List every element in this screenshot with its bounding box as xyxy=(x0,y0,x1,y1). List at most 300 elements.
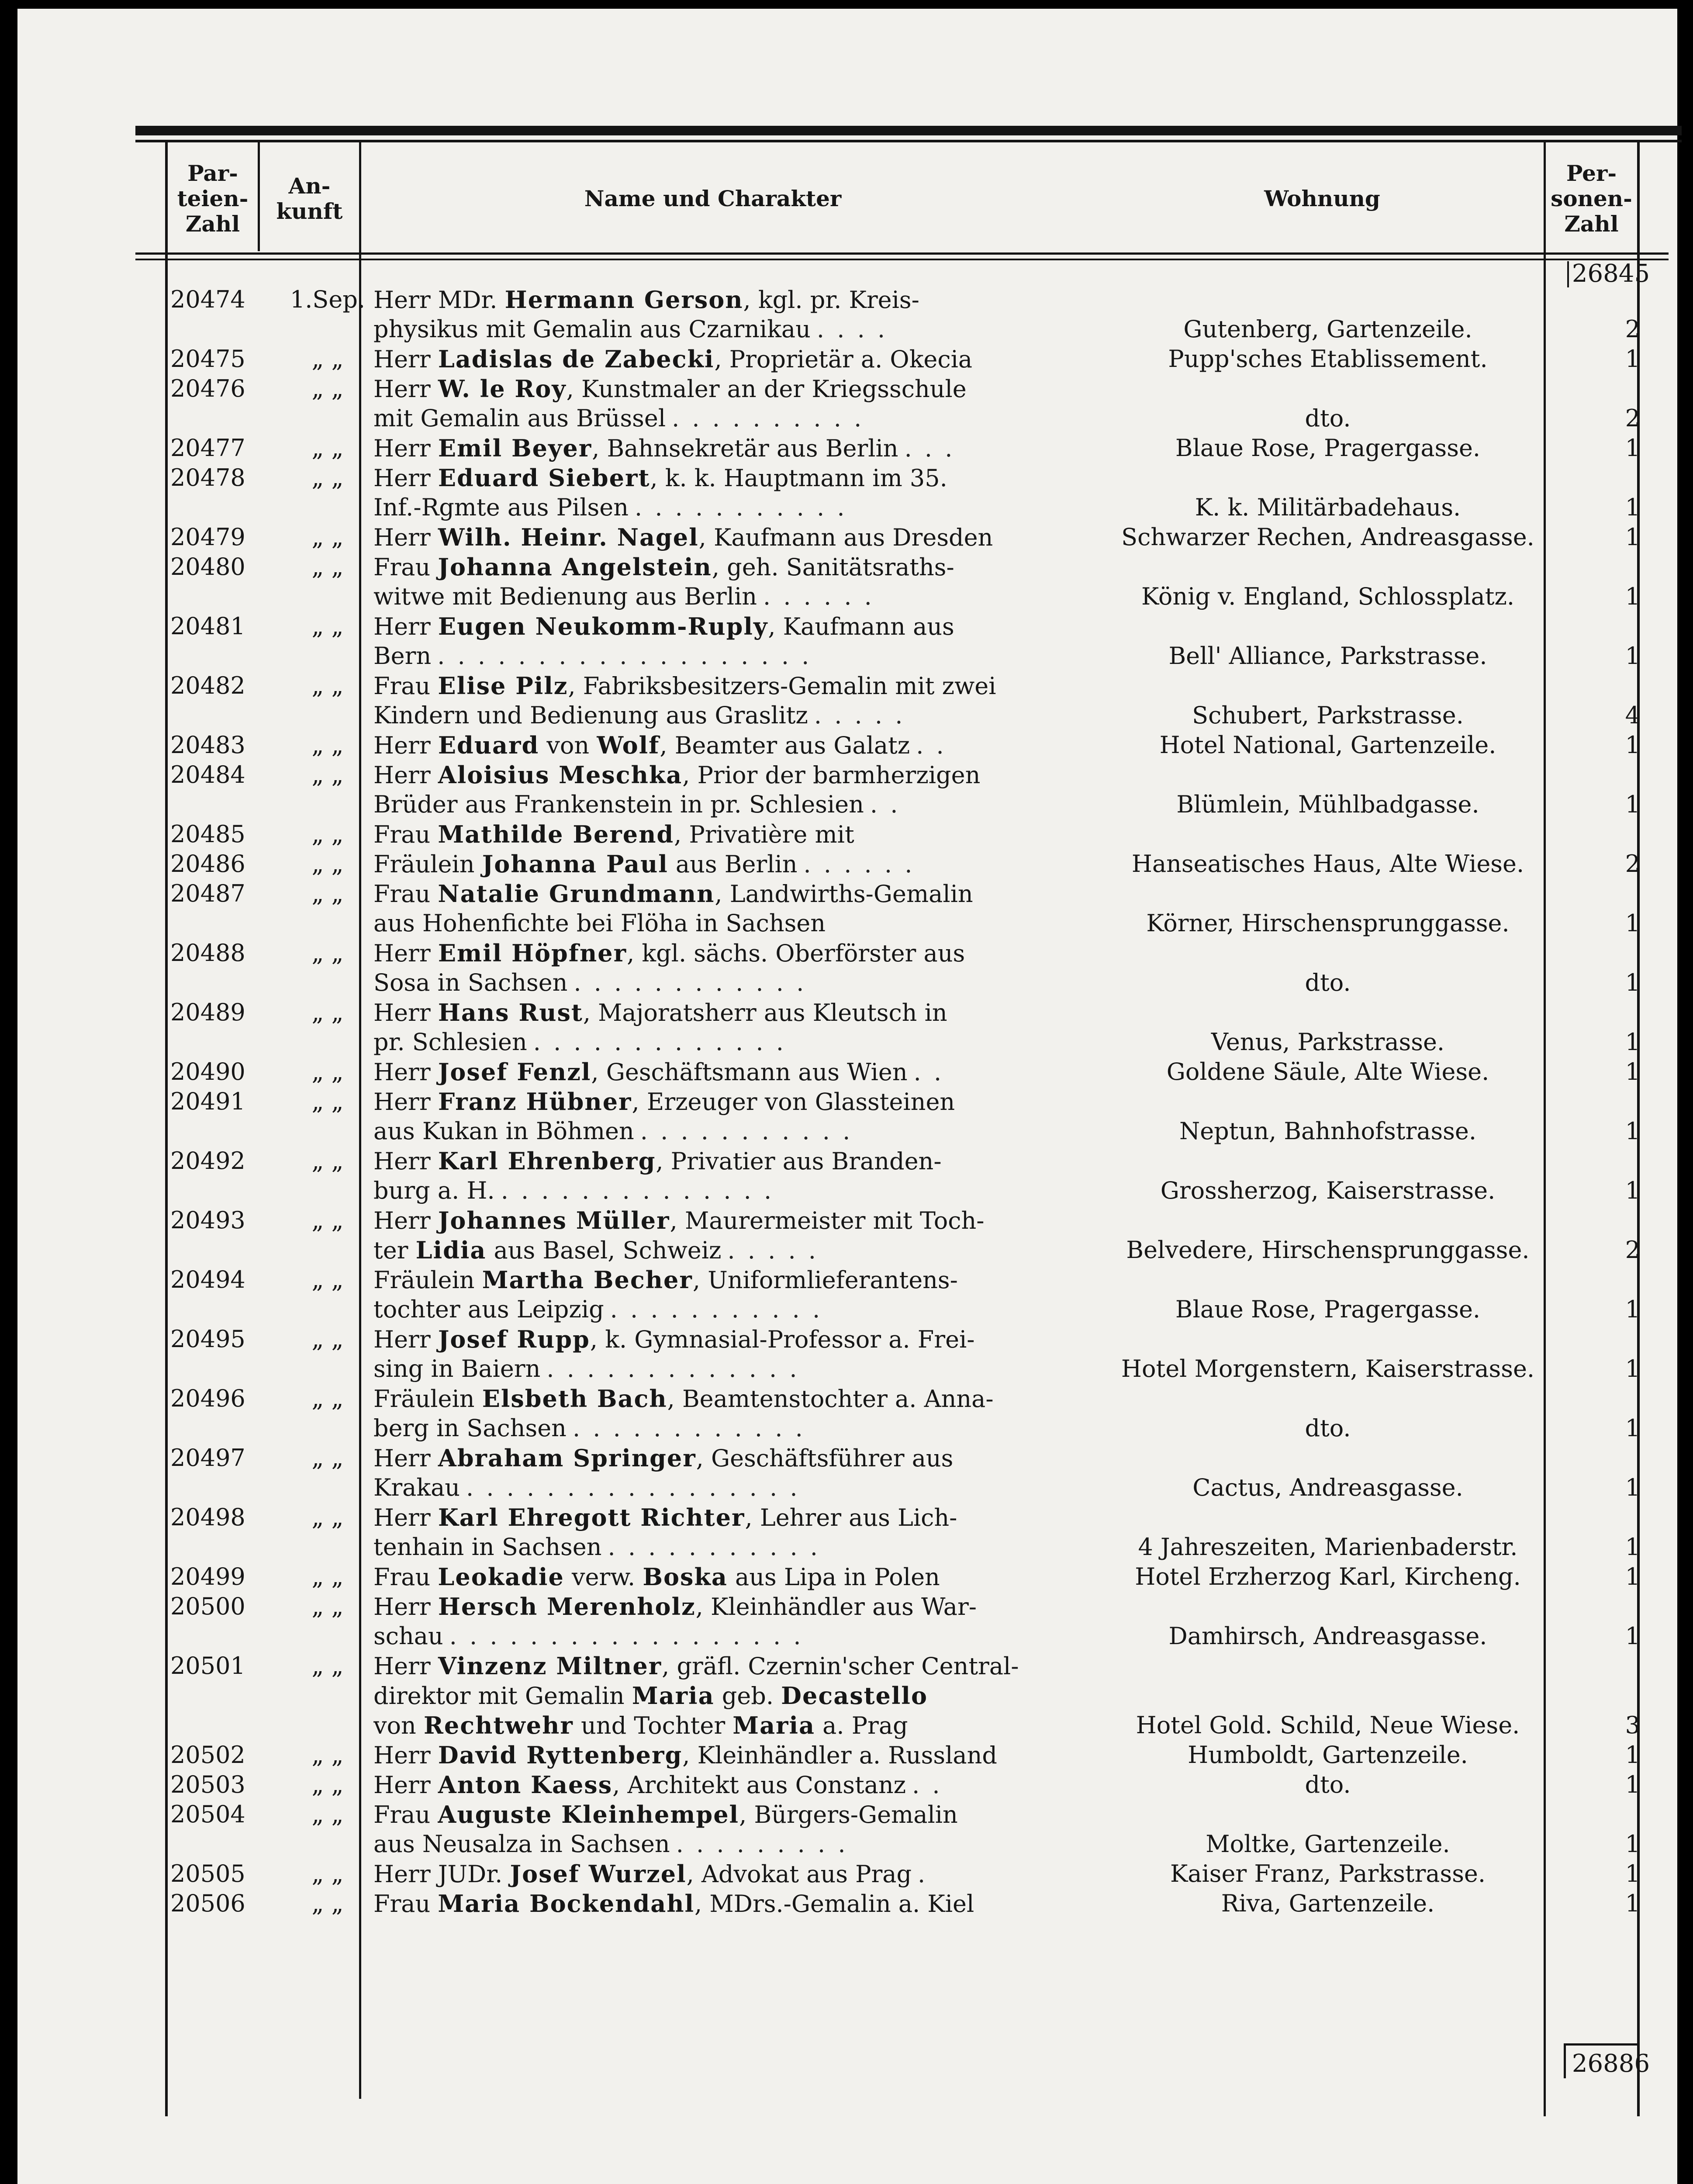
name-text: Herr MDr. xyxy=(373,286,505,314)
name-text: , Fabriksbesitzers-Gemalin mit zwei xyxy=(568,672,996,700)
name-text: Fräulein xyxy=(373,1266,482,1294)
entry-arrival: „ „ xyxy=(311,939,344,967)
entry-arrival: „ „ xyxy=(311,612,344,640)
name-text: , Uniformlieferantens- xyxy=(692,1266,958,1294)
entry-person-count: 1 xyxy=(1625,434,1640,462)
name-text: , Prior der barmherzigen xyxy=(682,761,981,789)
guest-name: Eduard Siebert xyxy=(438,464,650,492)
entry-number: 20479 xyxy=(170,523,245,551)
name-text: Herr xyxy=(373,999,438,1026)
entry-person-count: 3 xyxy=(1625,1711,1640,1739)
entry-name-line xyxy=(373,760,1099,790)
entry-residence: Hotel Morgenstern, Kaiserstrasse. xyxy=(1121,1355,1535,1382)
entry-name-line xyxy=(373,1681,1099,1711)
guest-name: Auguste Kleinhempel xyxy=(438,1800,739,1828)
entry-person-count: 1 xyxy=(1625,1028,1640,1056)
entry-arrival: „ „ xyxy=(311,553,344,581)
guest-name: Mathilde Berend xyxy=(438,820,674,848)
name-text: Herr xyxy=(373,1326,438,1353)
entry-name-line xyxy=(373,1146,1099,1176)
entry-name-line xyxy=(373,1829,1099,1859)
name-text: Herr xyxy=(373,1147,438,1175)
name-text: Brüder aus Frankenstein in pr. Schlesien xyxy=(373,791,864,818)
entry-name-line xyxy=(373,641,1099,671)
name-text: Herr xyxy=(373,1771,438,1799)
name-text: aus Lipa in Polen xyxy=(727,1563,940,1591)
name-text: Herr xyxy=(373,1207,438,1234)
entry-residence: Goldene Säule, Alte Wiese. xyxy=(1166,1058,1489,1085)
leader-dots: . . . . . . . . . . . . xyxy=(572,1414,805,1442)
entry-person-count: 1 xyxy=(1625,494,1640,521)
name-text: , Beamtenstochter a. Anna- xyxy=(667,1385,994,1413)
entry-residence: Hanseatisches Haus, Alte Wiese. xyxy=(1131,850,1524,878)
name-text: geb. xyxy=(714,1682,781,1710)
entry-person-count: 1 xyxy=(1625,1117,1640,1145)
entry-arrival: „ „ xyxy=(311,345,344,373)
entry-number: 20499 xyxy=(170,1563,245,1590)
entry-arrival: „ „ xyxy=(311,999,344,1026)
leader-dots: . . . . . . . . . xyxy=(676,1830,848,1858)
header-personen-line-1: Per- xyxy=(1566,160,1617,186)
entry-name-line xyxy=(373,1057,1099,1087)
name-text: Herr xyxy=(373,1742,438,1769)
name-text: Bern xyxy=(373,642,432,670)
entry-arrival: „ „ xyxy=(311,1206,344,1234)
entry-number: 20506 xyxy=(170,1890,245,1917)
entry-residence: dto. xyxy=(1305,1414,1351,1442)
entry-number: 20481 xyxy=(170,612,245,640)
guest-name: Maria xyxy=(732,1711,815,1739)
header-wohnung-label: Wohnung xyxy=(1264,186,1380,211)
name-text: von xyxy=(373,1712,424,1739)
entry-residence: Riva, Gartenzeile. xyxy=(1221,1890,1435,1917)
name-text: Herr xyxy=(373,375,438,403)
entry-name-line xyxy=(373,1621,1099,1651)
entry-number: 20474 xyxy=(170,286,245,313)
name-text: physikus mit Gemalin aus Czarnikau xyxy=(373,315,811,343)
name-text: , Geschäftsmann aus Wien xyxy=(591,1058,908,1086)
entry-residence: Venus, Parkstrasse. xyxy=(1211,1028,1445,1056)
entry-person-count: 1 xyxy=(1625,1296,1640,1323)
entry-name-line xyxy=(373,1532,1099,1562)
entry-person-count: 1 xyxy=(1625,1563,1640,1590)
entry-residence: Schubert, Parkstrasse. xyxy=(1192,702,1464,729)
name-text: aus Basel, Schweiz xyxy=(486,1237,722,1264)
name-text: , Geschäftsführer aus xyxy=(696,1444,954,1472)
name-text: pr. Schlesien xyxy=(373,1028,527,1056)
entry-arrival: „ „ xyxy=(311,761,344,788)
name-text: tenhain in Sachsen xyxy=(373,1533,602,1561)
entries-list xyxy=(17,9,1677,2184)
entry-number: 20488 xyxy=(170,939,245,967)
leader-dots: . . . . . . . . . . . xyxy=(635,494,847,521)
entry-arrival: „ „ xyxy=(311,1800,344,1828)
guest-name: Ladislas de Zabecki xyxy=(438,345,715,373)
entry-arrival: „ „ xyxy=(311,1563,344,1590)
name-text: , gräfl. Czernin'scher Central- xyxy=(662,1652,1019,1680)
name-text: , Privatière mit xyxy=(674,821,854,848)
final-total-rule xyxy=(1564,2043,1637,2046)
name-text: , Kunstmaler an der Kriegsschule xyxy=(566,375,967,403)
name-text: mit Gemalin aus Brüssel xyxy=(373,404,666,432)
guest-name: Natalie Grundmann xyxy=(438,880,715,908)
final-total: 26886 xyxy=(1572,2049,1650,2078)
name-text: aus Neusalza in Sachsen xyxy=(373,1830,670,1858)
entry-residence: K. k. Militärbadehaus. xyxy=(1195,494,1461,521)
name-text: Herr JUDr. xyxy=(373,1860,510,1888)
entry-arrival: „ „ xyxy=(311,820,344,848)
header-personen-line-3: Zahl xyxy=(1564,211,1619,237)
leader-dots: . . xyxy=(870,791,901,818)
entry-name-line xyxy=(373,1354,1099,1384)
entry-number: 20480 xyxy=(170,553,245,581)
name-text: , Advokat aus Prag xyxy=(686,1860,912,1888)
name-text: a. Prag xyxy=(815,1712,908,1739)
name-text: aus Hohenfichte bei Flöha in Sachsen xyxy=(373,909,826,937)
entry-person-count: 1 xyxy=(1625,583,1640,610)
guest-name: Hersch Merenholz xyxy=(438,1593,696,1621)
name-text: , Majoratsherr aus Kleutsch in xyxy=(583,999,947,1026)
name-text: Inf.-Rgmte aus Pilsen xyxy=(373,494,629,521)
entry-name-line xyxy=(373,1116,1099,1146)
entry-name-line xyxy=(373,374,1099,404)
entry-number: 20495 xyxy=(170,1325,245,1353)
entry-person-count: 1 xyxy=(1625,731,1640,759)
guest-name: Franz Hübner xyxy=(438,1088,632,1116)
entry-person-count: 1 xyxy=(1625,345,1640,373)
guest-name: Johanna Angelstein xyxy=(438,553,712,581)
entry-arrival: 1.Sep. xyxy=(290,286,366,313)
entry-name-line xyxy=(373,1027,1099,1057)
guest-name: Maria Bockendahl xyxy=(438,1890,695,1918)
guest-name: Hans Rust xyxy=(438,999,583,1026)
entry-arrival: „ „ xyxy=(311,1385,344,1412)
entry-name-line xyxy=(373,819,1099,849)
name-text: Herr xyxy=(373,613,438,640)
name-text: schau xyxy=(373,1622,443,1650)
name-text: Herr xyxy=(373,761,438,789)
name-text: Herr xyxy=(373,524,438,551)
name-text: , Bahnsekretär aus Berlin xyxy=(592,435,898,462)
entry-number: 20500 xyxy=(170,1593,245,1620)
leader-dots: . . . . . . . . . . xyxy=(672,404,864,432)
name-text: Herr xyxy=(373,1444,438,1472)
entry-person-count: 2 xyxy=(1625,404,1640,432)
entry-name-line xyxy=(373,909,1099,938)
entry-name-line xyxy=(373,404,1099,433)
guest-name: Josef Rupp xyxy=(438,1325,590,1353)
entry-person-count: 1 xyxy=(1625,1890,1640,1917)
name-text: , MDrs.-Gemalin a. Kiel xyxy=(694,1890,974,1918)
name-text: Fräulein xyxy=(373,850,482,878)
entry-name-line xyxy=(373,285,1099,314)
entry-arrival: „ „ xyxy=(311,1741,344,1769)
name-text: Frau xyxy=(373,672,438,700)
entry-arrival: „ „ xyxy=(311,1771,344,1798)
guest-name: Johannes Müller xyxy=(438,1206,670,1234)
entry-name-line xyxy=(373,730,1099,760)
entry-name-line xyxy=(373,1384,1099,1413)
leader-dots: . . . xyxy=(904,435,955,462)
name-text: , Kaufmann aus xyxy=(768,613,954,640)
entry-number: 20485 xyxy=(170,820,245,848)
entry-number: 20497 xyxy=(170,1444,245,1472)
leader-dots: . . . . . . . . . . . xyxy=(640,1117,853,1145)
guest-name: Elise Pilz xyxy=(438,672,568,700)
name-text: , Proprietär a. Okecia xyxy=(714,346,973,373)
entry-residence: Neptun, Bahnhofstrasse. xyxy=(1179,1117,1477,1145)
entry-residence: Blaue Rose, Pragergasse. xyxy=(1175,434,1481,462)
entry-person-count: 1 xyxy=(1625,523,1640,551)
guest-name: Abraham Springer xyxy=(438,1444,696,1472)
name-text: witwe mit Bedienung aus Berlin xyxy=(373,583,757,610)
leader-dots: . . . . . . . . . . . xyxy=(608,1533,820,1561)
entry-name-line xyxy=(373,1711,1099,1740)
entry-arrival: „ „ xyxy=(311,434,344,462)
entry-person-count: 1 xyxy=(1625,1474,1640,1501)
name-text: berg in Sachsen xyxy=(373,1414,567,1442)
guest-name: Johanna Paul xyxy=(482,850,668,878)
entry-number: 20504 xyxy=(170,1800,245,1828)
guest-name: Josef Wurzel xyxy=(510,1860,687,1888)
name-text: Herr xyxy=(373,435,438,462)
entry-number: 20477 xyxy=(170,434,245,462)
entry-residence: Cactus, Andreasgasse. xyxy=(1192,1474,1463,1501)
name-text: Herr xyxy=(373,346,438,373)
guest-name: Anton Kaess xyxy=(438,1771,613,1799)
entry-name-line xyxy=(373,1889,1099,1918)
leader-dots: . . . . . . . . . . . . . . xyxy=(501,1177,774,1204)
guest-name: Hermann Gerson xyxy=(504,286,743,314)
entry-person-count: 1 xyxy=(1625,1622,1640,1650)
entry-person-count: 1 xyxy=(1625,1830,1640,1858)
entry-person-count: 1 xyxy=(1625,1860,1640,1887)
entry-arrival: „ „ xyxy=(311,731,344,759)
leader-dots: . . . . . xyxy=(814,702,905,729)
entry-residence: Bell' Alliance, Parkstrasse. xyxy=(1168,642,1487,670)
guest-name: Wilh. Heinr. Nagel xyxy=(438,523,699,551)
name-text: tochter aus Leipzig xyxy=(373,1296,604,1323)
entry-number: 20505 xyxy=(170,1860,245,1887)
entry-number: 20494 xyxy=(170,1266,245,1293)
name-text: , Maurermeister mit Toch- xyxy=(670,1207,985,1234)
entry-number: 20476 xyxy=(170,375,245,402)
guest-name: Emil Höpfner xyxy=(438,939,627,967)
entry-person-count: 1 xyxy=(1625,1771,1640,1798)
name-text: Herr xyxy=(373,464,438,492)
name-text: Herr xyxy=(373,1593,438,1621)
guest-name: W. le Roy xyxy=(438,375,567,403)
guest-name: Karl Ehregott Richter xyxy=(438,1503,745,1531)
guest-name: Josef Fenzl xyxy=(438,1058,591,1086)
name-text: Herr xyxy=(373,1058,438,1086)
carry-total: 26845 xyxy=(1572,259,1650,288)
guest-name: Boska xyxy=(643,1563,728,1591)
entry-arrival: „ „ xyxy=(311,850,344,878)
entry-number: 20492 xyxy=(170,1147,245,1175)
entry-residence: König v. England, Schlossplatz. xyxy=(1141,583,1515,610)
name-text: , k. Gymnasial-Professor a. Frei- xyxy=(590,1326,975,1353)
guest-name: Emil Beyer xyxy=(438,434,592,462)
entry-arrival: „ „ xyxy=(311,1593,344,1620)
header-parteien-line-3: Zahl xyxy=(185,211,240,237)
guest-name: Karl Ehrenberg xyxy=(438,1147,656,1175)
name-text: , geh. Sanitätsraths- xyxy=(712,553,954,581)
entry-name-line xyxy=(373,1206,1099,1235)
entry-person-count: 2 xyxy=(1625,850,1640,878)
entry-name-line xyxy=(373,938,1099,968)
name-text: , Lehrer aus Lich- xyxy=(745,1504,957,1531)
entry-name-line xyxy=(373,1176,1099,1206)
entry-name-line xyxy=(373,1087,1099,1116)
entry-number: 20498 xyxy=(170,1503,245,1531)
entry-name-line xyxy=(373,522,1099,552)
guest-name: Lidia xyxy=(415,1236,487,1264)
entry-number: 20493 xyxy=(170,1206,245,1234)
name-text: Frau xyxy=(373,821,438,848)
name-text: Frau xyxy=(373,880,438,908)
entry-arrival: „ „ xyxy=(311,1444,344,1472)
guest-name: Eduard xyxy=(438,731,539,759)
name-text: , Beamter aus Galatz xyxy=(660,732,910,759)
entry-name-line xyxy=(373,701,1099,730)
entry-number: 20478 xyxy=(170,464,245,491)
entry-name-line xyxy=(373,968,1099,998)
entry-person-count: 1 xyxy=(1625,1741,1640,1769)
name-text: ter xyxy=(373,1237,416,1264)
entry-name-line xyxy=(373,1859,1099,1889)
name-text: Herr xyxy=(373,732,438,759)
name-text: , Erzeuger von Glassteinen xyxy=(632,1088,955,1116)
entry-residence: Damhirsch, Andreasgasse. xyxy=(1168,1622,1487,1650)
name-text: direktor mit Gemalin xyxy=(373,1682,632,1710)
entry-residence: Grossherzog, Kaiserstrasse. xyxy=(1160,1177,1496,1204)
leader-dots: . . . . . . . . . . . . . . . . . . xyxy=(449,1622,804,1650)
name-text: Kindern und Bedienung aus Graslitz xyxy=(373,702,808,729)
name-text: aus Kukan in Böhmen xyxy=(373,1117,634,1145)
name-text: , kgl. pr. Kreis- xyxy=(743,286,919,314)
leader-dots: . . xyxy=(916,732,947,759)
leader-dots: . . xyxy=(912,1771,943,1799)
name-text: burg a. H. xyxy=(373,1177,495,1204)
name-text: , Architekt aus Constanz xyxy=(612,1771,906,1799)
final-total-box-left xyxy=(1564,2043,1566,2078)
entry-number: 20482 xyxy=(170,672,245,699)
name-text: Frau xyxy=(373,1801,438,1828)
guest-name: Martha Becher xyxy=(482,1266,693,1294)
entry-arrival: „ „ xyxy=(311,1860,344,1887)
entry-person-count: 2 xyxy=(1625,1236,1640,1264)
guest-name: Aloisius Meschka xyxy=(438,761,683,789)
entry-name-line xyxy=(373,1413,1099,1443)
entry-residence: Humboldt, Gartenzeile. xyxy=(1188,1741,1468,1769)
entry-arrival: „ „ xyxy=(311,1890,344,1917)
leader-dots: . . . . . . xyxy=(763,583,874,610)
name-text: Frau xyxy=(373,1563,438,1591)
entry-name-line xyxy=(373,671,1099,701)
header-name-label: Name und Charakter xyxy=(584,186,842,211)
entry-name-line xyxy=(373,1295,1099,1324)
entry-arrival: „ „ xyxy=(311,672,344,699)
entry-arrival: „ „ xyxy=(311,464,344,491)
name-text: sing in Baiern xyxy=(373,1355,541,1382)
leader-dots: . . . . . . xyxy=(803,850,915,878)
entry-name-line xyxy=(373,493,1099,522)
entry-residence: dto. xyxy=(1305,404,1351,432)
entry-person-count: 1 xyxy=(1625,1058,1640,1085)
name-text: Fräulein xyxy=(373,1385,482,1413)
entry-arrival: „ „ xyxy=(311,1147,344,1175)
entry-arrival: „ „ xyxy=(311,880,344,907)
entry-residence: dto. xyxy=(1305,969,1351,996)
entry-person-count: 1 xyxy=(1625,791,1640,818)
entry-number: 20487 xyxy=(170,880,245,907)
entry-number: 20490 xyxy=(170,1058,245,1085)
entry-number: 20483 xyxy=(170,731,245,759)
header-parteien-line-2: teien- xyxy=(177,186,249,211)
entry-number: 20491 xyxy=(170,1088,245,1115)
guest-name: Maria xyxy=(632,1682,715,1710)
entry-residence: Hotel Erzherzog Karl, Kircheng. xyxy=(1135,1563,1521,1590)
entry-name-line xyxy=(373,1651,1099,1681)
leader-dots: . . . . . . . . . . . . . xyxy=(546,1355,800,1382)
name-text: Frau xyxy=(373,1890,438,1918)
guest-name: Eugen Neukomm-Ruply xyxy=(438,612,768,640)
header-parteien-line-1: Par- xyxy=(187,160,238,186)
entry-number: 20489 xyxy=(170,999,245,1026)
entry-name-line xyxy=(373,314,1099,344)
name-text: Sosa in Sachsen xyxy=(373,969,568,996)
entry-residence: Schwarzer Rechen, Andreasgasse. xyxy=(1121,523,1534,551)
entry-residence: Blaue Rose, Pragergasse. xyxy=(1175,1296,1481,1323)
entry-person-count: 1 xyxy=(1625,1414,1640,1442)
entry-number: 20486 xyxy=(170,850,245,878)
entry-name-line xyxy=(373,1443,1099,1473)
entry-name-line xyxy=(373,344,1099,374)
entry-residence: Moltke, Gartenzeile. xyxy=(1206,1830,1450,1858)
ledger-page xyxy=(17,9,1677,2184)
name-text: verw. xyxy=(564,1563,643,1591)
entry-arrival: „ „ xyxy=(311,1058,344,1085)
leader-dots: . . . . . . . . . . . . . xyxy=(533,1028,786,1056)
entry-person-count: 1 xyxy=(1625,1355,1640,1382)
entry-residence: dto. xyxy=(1305,1771,1351,1798)
header-ankunft-line-2: kunft xyxy=(276,198,343,224)
name-text: und Tochter xyxy=(573,1712,733,1739)
entry-residence: 4 Jahreszeiten, Marienbaderstr. xyxy=(1138,1533,1518,1561)
entry-person-count: 2 xyxy=(1625,315,1640,343)
entry-arrival: „ „ xyxy=(311,1325,344,1353)
entry-residence: Hotel Gold. Schild, Neue Wiese. xyxy=(1136,1711,1520,1739)
entry-person-count: 1 xyxy=(1625,1533,1640,1561)
entry-name-line xyxy=(373,1265,1099,1295)
entry-number: 20501 xyxy=(170,1652,245,1679)
name-text: , k. k. Hauptmann im 35. xyxy=(650,464,947,492)
entry-person-count: 4 xyxy=(1625,702,1640,729)
entry-name-line xyxy=(373,1503,1099,1532)
entry-name-line xyxy=(373,1324,1099,1354)
name-text: , Kleinhändler a. Russland xyxy=(682,1742,997,1769)
entry-name-line xyxy=(373,463,1099,493)
entry-name-line xyxy=(373,612,1099,641)
entry-name-line xyxy=(373,1473,1099,1503)
entry-number: 20475 xyxy=(170,345,245,373)
entry-arrival: „ „ xyxy=(311,1088,344,1115)
entry-arrival: „ „ xyxy=(311,523,344,551)
entry-name-line xyxy=(373,1562,1099,1592)
entry-residence: Pupp'sches Etablissement. xyxy=(1168,345,1488,373)
name-text: Frau xyxy=(373,553,438,581)
